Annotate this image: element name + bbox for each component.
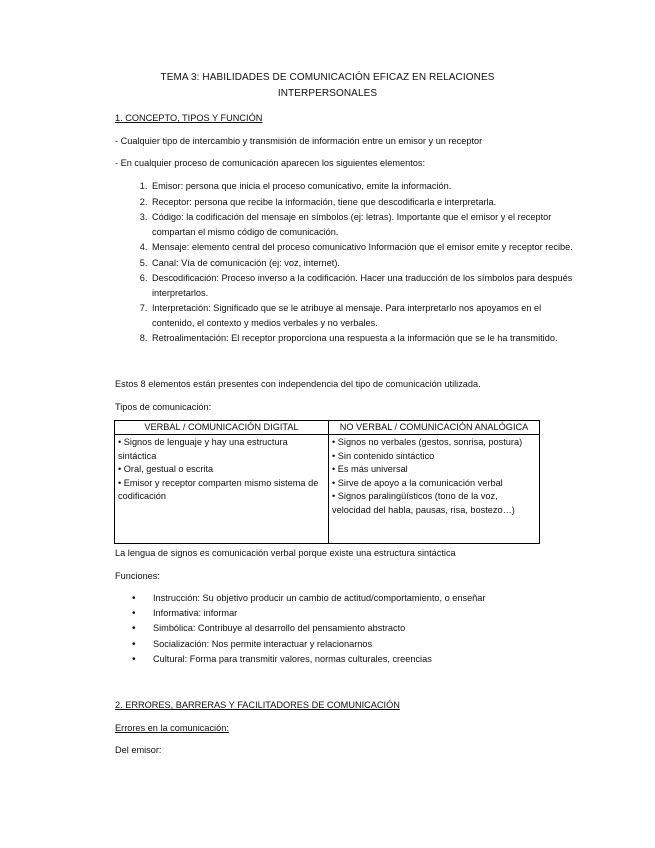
intro-line-2: - En cualquier proceso de comunicación aparecen los siguientes elementos: bbox=[115, 158, 426, 168]
table-header-verbal: VERBAL / COMUNICACIÓN DIGITAL bbox=[115, 421, 329, 435]
function-item-socializacion: • Socialización: Nos permite interactuar y relacionarnos bbox=[150, 637, 580, 652]
tipos-heading: Tipos de comunicación: bbox=[115, 402, 212, 412]
intro-line-1: - Cualquier tipo de intercambio y transmisión de información entre un emisor y un receptor bbox=[115, 136, 483, 146]
list-item: • Sin contenido sintáctico bbox=[332, 450, 435, 461]
table-header-no-verbal: NO VERBAL / COMUNICACIÓN ANALÓGICA bbox=[329, 421, 540, 435]
table-note: La lengua de signos es comunicación verbal porque existe una estructura sintáctica bbox=[115, 548, 456, 558]
table-cell-verbal bbox=[115, 435, 329, 544]
emisor-heading: Del emisor: bbox=[115, 745, 162, 755]
element-item-descodificacion: 6. Descodificación: Proceso inverso a la codificación. Hacer una traducción de los símbolos para después interpretarlos. bbox=[150, 271, 580, 300]
table-header-row bbox=[115, 421, 540, 435]
element-item-canal: 5. Canal: Vía de comunicación (ej: voz, internet). bbox=[150, 256, 580, 271]
elements-note: Estos 8 elementos están presentes con independencia del tipo de comunicación utilizada. bbox=[115, 379, 481, 389]
list-item: • Oral, gestual o escrita bbox=[118, 464, 214, 474]
list-item: • Signos paralingüísticos (tono de la voz, velocidad del habla, pausas, risa, bostezo…) bbox=[332, 491, 515, 515]
element-item-retroalimentacion: 8. Retroalimentación: El receptor proporciona una respuesta a la información que se le ha transmitido. bbox=[150, 331, 580, 346]
title-line-1: TEMA 3: HABILIDADES DE COMUNICACIÓN EFICAZ EN RELACIONES bbox=[160, 72, 495, 83]
section-1-heading: 1. CONCEPTO, TIPOS Y FUNCIÓN bbox=[115, 113, 263, 123]
document-title bbox=[100, 70, 555, 102]
function-item-simbolica: • Simbólica: Contribuye al desarrollo del pensamiento abstracto bbox=[150, 621, 580, 636]
table-cell-no-verbal bbox=[329, 435, 540, 544]
errores-heading: Errores en la comunicación: bbox=[115, 723, 229, 733]
element-item-emisor: 1. Emisor: persona que inicia el proceso comunicativo, emite la información. bbox=[150, 179, 580, 194]
function-item-instruccion: • Instrucción: Su objetivo producir un cambio de actitud/comportamiento, o enseñar bbox=[150, 591, 580, 606]
communication-types-table bbox=[114, 420, 540, 544]
function-item-informativa: • Informativa: informar bbox=[150, 606, 580, 621]
list-item: • Emisor y receptor comparten mismo sistema de codificación bbox=[118, 477, 319, 501]
function-item-cultural: • Cultural: Forma para transmitir valores, normas culturales, creencias bbox=[150, 652, 580, 667]
funciones-heading: Funciones: bbox=[115, 571, 160, 581]
list-item: • Sirve de apoyo a la comunicación verbal bbox=[332, 477, 503, 488]
functions-list bbox=[115, 591, 580, 667]
element-item-receptor: 2. Receptor: persona que recibe la información, tiene que descodificarla e interpretarla. bbox=[150, 195, 580, 210]
list-item: • Signos no verbales (gestos, sonrisa, postura) bbox=[332, 437, 523, 447]
element-item-mensaje: 4. Mensaje: elemento central del proceso comunicativo Información que el emisor emite y receptor recibe. bbox=[150, 240, 580, 255]
element-item-interpretacion: 7. Interpretación: Significado que se le atribuye al mensaje. Para interpretarlo nos apoyamos en el contenido, el contexto y medios verbales y no verbales. bbox=[150, 301, 580, 330]
element-item-codigo: 3. Código: la codificación del mensaje en símbolos (ej: letras). Importante que el emisor y el receptor compartan el mismo código de comunicación. bbox=[150, 210, 580, 239]
list-item: • Es más universal bbox=[332, 464, 408, 474]
table-row bbox=[115, 435, 540, 544]
section-2-heading: 2. ERRORES, BARRERAS Y FACILITADORES DE COMUNICACIÓN bbox=[115, 700, 400, 710]
list-item: • Signos de lenguaje y hay una estructura sintáctica bbox=[118, 437, 288, 461]
communication-elements-list bbox=[115, 179, 580, 347]
title-line-2: INTERPERSONALES bbox=[277, 88, 378, 99]
